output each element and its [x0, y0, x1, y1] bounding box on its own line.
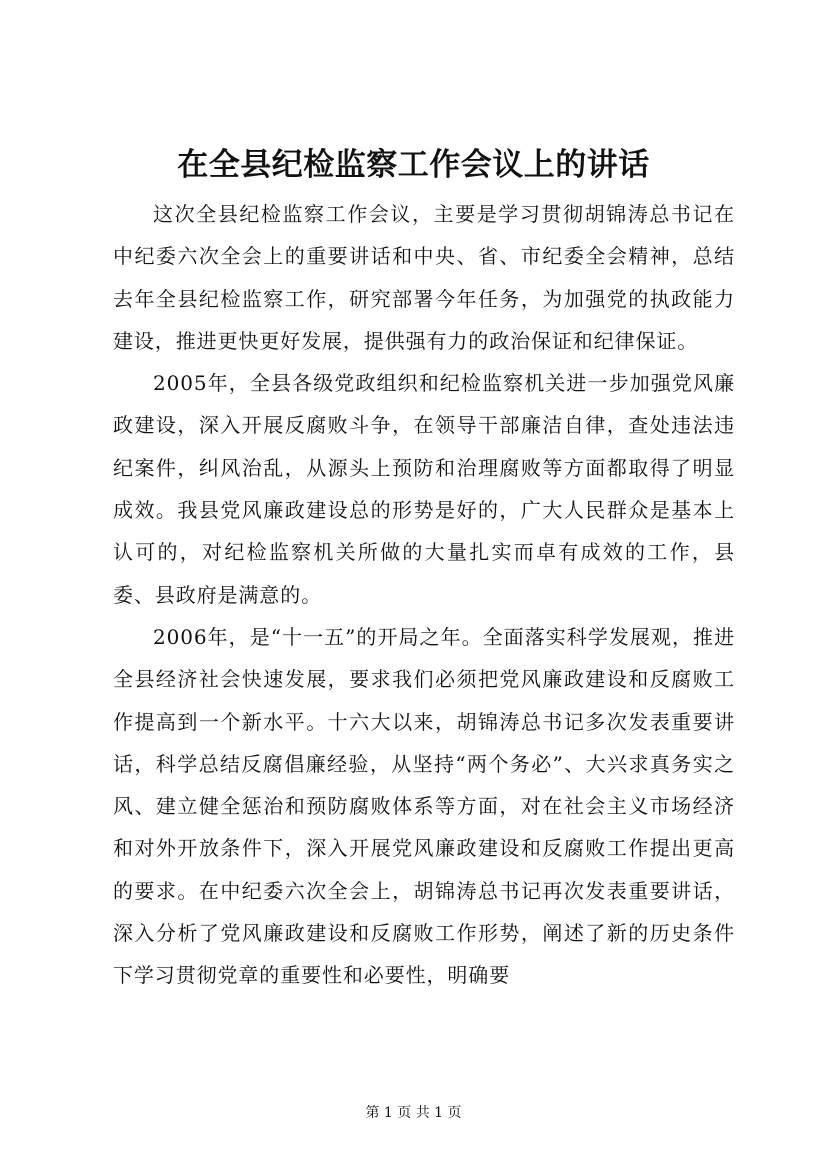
paragraph-1: 这次全县纪检监察工作会议，主要是学习贯彻胡锦涛总书记在中纪委六次全会上的重要讲话和中央、省、市纪委全会精神，总结去年全县纪检监察工作，研究部署今年任务，为加强党的执政能力建设，推进更快更好发展，提供强有力的政治保证和纪律保证。 — [113, 202, 735, 353]
paragraph-2: 2005年，全县各级党政组织和纪检监察机关进一步加强党风廉政建设，深入开展反腐败斗争，在领导干部廉洁自律，查处违法违纪案件，纠风治乱，从源头上预防和治理腐败等方面都取得了明显成效。我县党风廉政建设总的形势是好的，广大人民群众是基本上认可的，对纪检监察机关所做的大量扎实而卓有成效的工作，县委、县政府是满意的。 — [113, 371, 735, 607]
paragraph-3: 2006年，是“十一五”的开局之年。全面落实科学发展观，推进全县经济社会快速发展，要求我们必须把党风廉政建设和反腐败工作提高到一个新水平。十六大以来，胡锦涛总书记多次发表重要讲话，科学总结反腐倡廉经验，从坚持“两个务必”、大兴求真务实之风、建立健全惩治和预防腐败体系等方面，对在社会主义市场经济和对外开放条件下，深入开展党风廉政建设和反腐败工作提出更高的要求。在中纪委六次全会上，胡锦涛总书记再次发表重要讲话，深入分析了党风廉政建设和反腐败工作形势，阐述了新的历史条件下学习贯彻党章的重要性和必要性，明确要 — [113, 624, 735, 988]
document-body — [113, 193, 735, 997]
page-footer: 第 1 页 共 1 页 — [365, 1105, 462, 1121]
document-title: 在全县纪检监察工作会议上的讲话 — [177, 147, 650, 183]
